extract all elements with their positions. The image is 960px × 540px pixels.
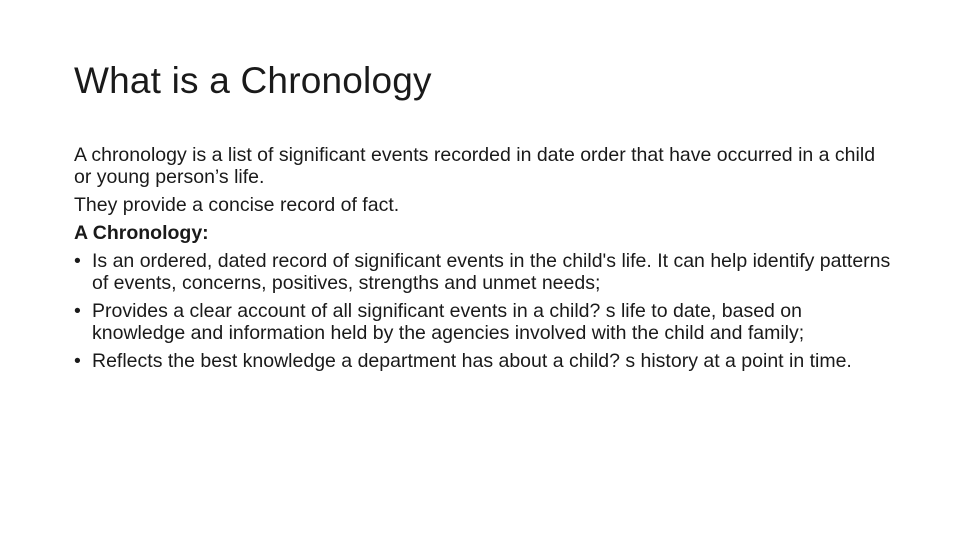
chronology-subheading: A Chronology: bbox=[74, 222, 209, 244]
bullet-text: Reflects the best knowledge a department has about a child? s history at a point in time. bbox=[92, 350, 852, 372]
bullet-text: Provides a clear account of all significant events in a child? s life to date, based on knowledge and information held by the agencies involved with the child and family; bbox=[92, 300, 805, 344]
list-item bbox=[74, 250, 894, 294]
slide-body bbox=[74, 144, 894, 378]
bullet-list bbox=[74, 250, 894, 372]
bullet-text: Is an ordered, dated record of significant events in the child's life. It can help identify patterns of events, concerns, positives, strengths and unmet needs; bbox=[92, 250, 891, 294]
slide-title: What is a Chronology bbox=[74, 60, 432, 101]
list-item bbox=[74, 300, 894, 344]
bullet-icon: • bbox=[74, 300, 81, 322]
intro-paragraph: A chronology is a list of significant events recorded in date order that have occurred in a child or young person’s life. bbox=[74, 144, 876, 188]
bullet-icon: • bbox=[74, 250, 81, 272]
fact-paragraph: They provide a concise record of fact. bbox=[74, 194, 400, 216]
list-item bbox=[74, 350, 894, 372]
bullet-icon: • bbox=[74, 350, 81, 372]
